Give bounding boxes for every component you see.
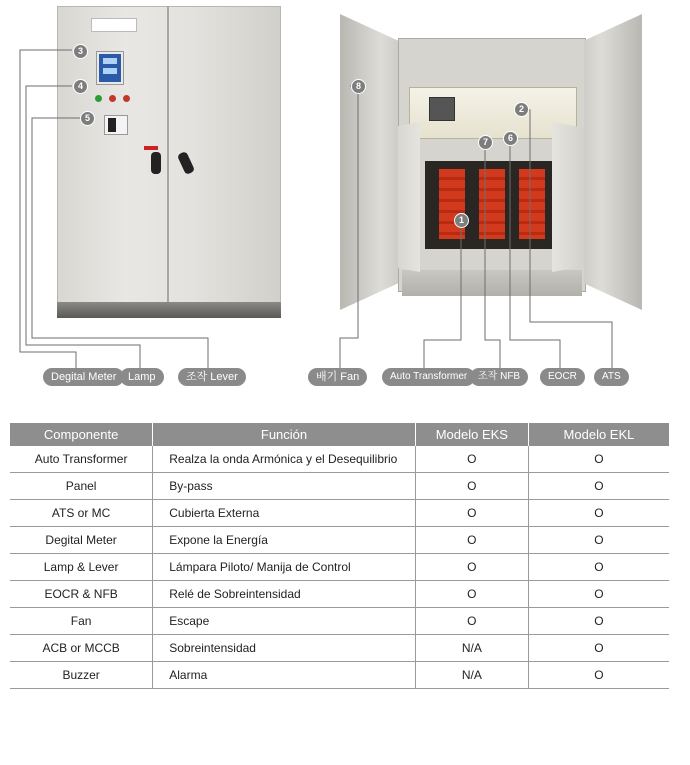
cell-function: Realza la onda Armónica y el Desequilibrio <box>153 446 416 473</box>
label-fan: 배기 Fan <box>308 368 367 386</box>
table-row <box>10 662 669 689</box>
table-row <box>10 500 669 527</box>
cell-eks: O <box>415 608 528 635</box>
col-header-ekl: Modelo EKL <box>528 423 669 446</box>
callout-badge-1: 1 <box>454 213 469 228</box>
callout-badge-7: 7 <box>478 135 493 150</box>
cell-component: Auto Transformer <box>10 446 153 473</box>
transformer-coil <box>519 169 545 239</box>
cell-eks: N/A <box>415 635 528 662</box>
exhaust-fan-graphic <box>429 97 455 121</box>
cell-ekl: O <box>528 608 669 635</box>
cell-function: Expone la Energía <box>153 527 416 554</box>
warning-tag <box>144 146 158 150</box>
door-handle-left <box>151 152 161 174</box>
component-table <box>10 423 669 689</box>
pilot-lamp-red <box>109 95 116 102</box>
cell-component: Panel <box>10 473 153 500</box>
table-row <box>10 527 669 554</box>
cell-component: Lamp & Lever <box>10 554 153 581</box>
cabinet-body <box>57 6 281 304</box>
table-row <box>10 554 669 581</box>
cell-component: EOCR & NFB <box>10 581 153 608</box>
cabinet-base <box>57 302 281 318</box>
callout-badge-6: 6 <box>503 131 518 146</box>
cell-function: Lámpara Piloto/ Manija de Control <box>153 554 416 581</box>
cell-ekl: O <box>528 581 669 608</box>
transformer-coil <box>439 169 465 239</box>
door-split <box>167 6 169 302</box>
cell-component: ATS or MC <box>10 500 153 527</box>
label-ats: ATS <box>594 368 629 386</box>
col-header-eks: Modelo EKS <box>415 423 528 446</box>
col-header-function: Función <box>153 423 416 446</box>
table-row <box>10 446 669 473</box>
cell-component: Fan <box>10 608 153 635</box>
cell-component: ACB or MCCB <box>10 635 153 662</box>
brand-logo <box>91 18 137 32</box>
closed-cabinet-photo <box>57 6 281 318</box>
outer-door-left <box>340 14 398 310</box>
col-header-component: Componente <box>10 423 153 446</box>
cell-eks: O <box>415 527 528 554</box>
cabinet-floor <box>402 270 582 296</box>
cell-function: Escape <box>153 608 416 635</box>
cell-ekl: O <box>528 527 669 554</box>
cell-ekl: O <box>528 554 669 581</box>
cell-eks: O <box>415 554 528 581</box>
cell-function: Alarma <box>153 662 416 689</box>
open-cabinet-photo <box>338 12 644 312</box>
label-degital-meter: Degital Meter <box>43 368 124 386</box>
label-nfb: 조작 NFB <box>470 368 528 386</box>
cell-eks: O <box>415 581 528 608</box>
digital-meter-graphic <box>97 52 123 84</box>
cell-eks: N/A <box>415 662 528 689</box>
table-row <box>10 608 669 635</box>
transformer-coil <box>479 169 505 239</box>
label-auto-transformer: Auto Transformer <box>382 368 475 386</box>
cell-eks: O <box>415 473 528 500</box>
cell-eks: O <box>415 446 528 473</box>
label-eocr: EOCR <box>540 368 585 386</box>
cell-eks: O <box>415 500 528 527</box>
cell-component: Degital Meter <box>10 527 153 554</box>
control-switch-graphic <box>104 115 128 135</box>
callout-badge-3: 3 <box>73 44 88 59</box>
cell-ekl: O <box>528 500 669 527</box>
cell-ekl: O <box>528 473 669 500</box>
cell-function: By-pass <box>153 473 416 500</box>
cell-component: Buzzer <box>10 662 153 689</box>
callout-badge-2: 2 <box>514 102 529 117</box>
callout-badge-5: 5 <box>80 111 95 126</box>
cell-ekl: O <box>528 662 669 689</box>
callout-badge-8: 8 <box>351 79 366 94</box>
cell-function: Sobreintensidad <box>153 635 416 662</box>
callout-badge-4: 4 <box>73 79 88 94</box>
table-row <box>10 473 669 500</box>
cell-ekl: O <box>528 635 669 662</box>
cell-ekl: O <box>528 446 669 473</box>
table-row <box>10 581 669 608</box>
table-row <box>10 635 669 662</box>
cell-function: Cubierta Externa <box>153 500 416 527</box>
outer-door-right <box>584 14 642 310</box>
label-lever: 조작 Lever <box>178 368 246 386</box>
pilot-lamp-red-2 <box>123 95 130 102</box>
cell-function: Relé de Sobreintensidad <box>153 581 416 608</box>
label-lamp: Lamp <box>120 368 164 386</box>
pilot-lamp-green <box>95 95 102 102</box>
table-header-row <box>10 423 669 446</box>
